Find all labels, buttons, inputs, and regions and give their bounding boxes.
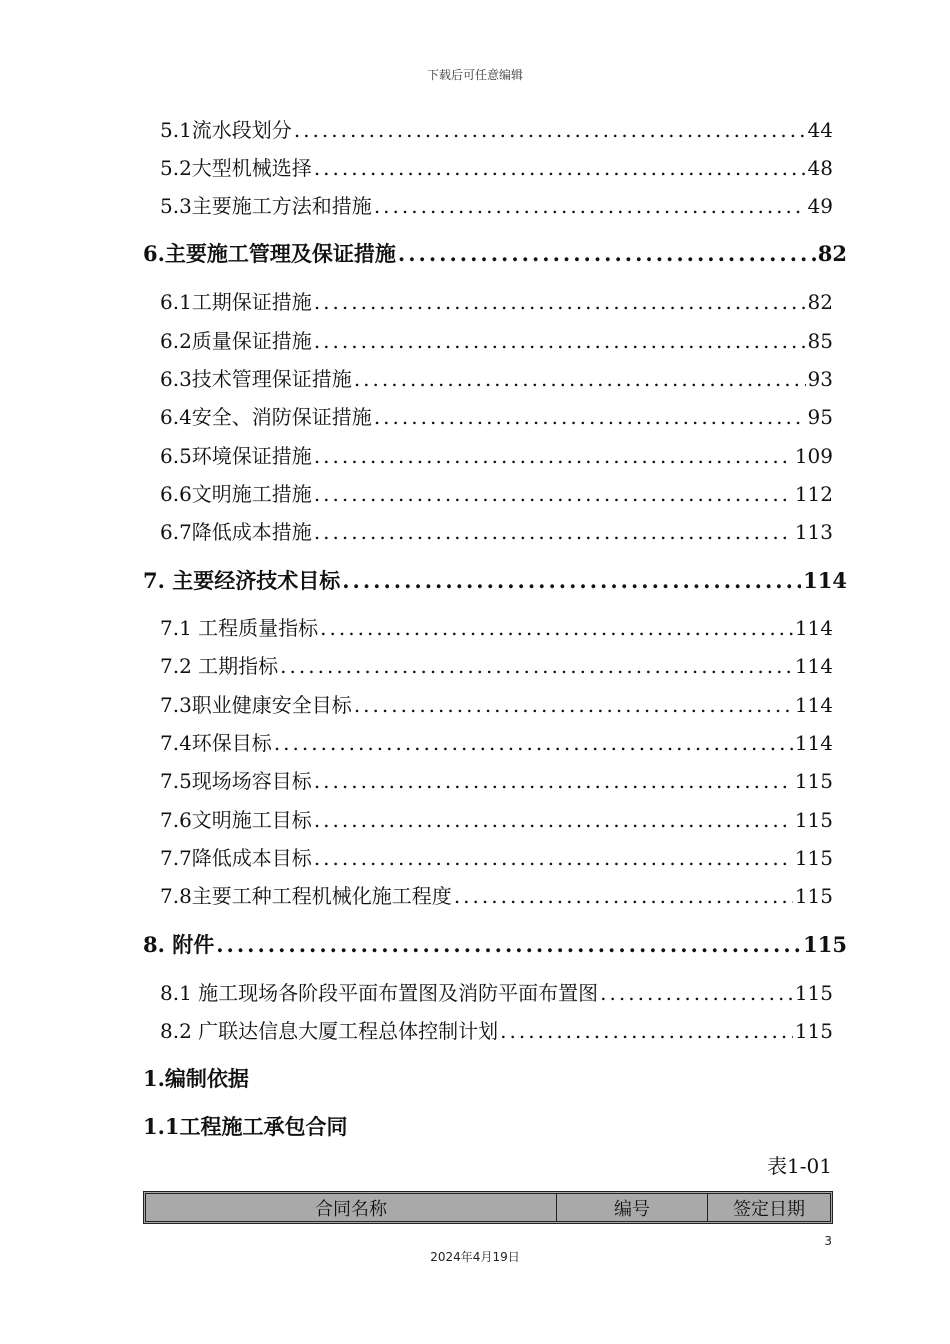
toc-leader-dots xyxy=(216,932,801,957)
toc-entry-title: 6.3技术管理保证措施 xyxy=(160,367,352,391)
toc-entry-page: 114 xyxy=(794,693,833,717)
toc-entry-page: 85 xyxy=(807,329,833,353)
toc-entry[interactable] xyxy=(160,1015,833,1044)
toc-leader-dots xyxy=(314,329,806,353)
subsection-heading: 1.1工程施工承包合同 xyxy=(143,1114,348,1139)
toc-entry-page: 44 xyxy=(807,118,833,142)
toc-leader-dots xyxy=(342,568,801,593)
toc-leader-dots xyxy=(314,482,793,506)
toc-leader-dots xyxy=(354,693,793,717)
toc-entry[interactable] xyxy=(160,363,833,392)
toc-entry[interactable] xyxy=(160,516,833,545)
toc-leader-dots xyxy=(374,194,806,218)
toc-entry-page: 115 xyxy=(794,769,833,793)
toc-entry-title: 7.7降低成本目标 xyxy=(160,846,312,870)
page-number: 3 xyxy=(824,1234,832,1248)
toc-entry-page: 115 xyxy=(794,846,833,870)
toc-entry-title: 7.4环保目标 xyxy=(160,731,272,755)
toc-entry-page: 114 xyxy=(803,568,847,593)
toc-entry[interactable] xyxy=(160,689,833,718)
toc-leader-dots xyxy=(314,846,793,870)
toc-entry-title: 6.5环境保证措施 xyxy=(160,444,312,468)
toc-entry-page: 114 xyxy=(794,731,833,755)
toc-entry[interactable] xyxy=(160,401,833,430)
toc-entry-page: 115 xyxy=(794,981,833,1005)
toc-entry[interactable] xyxy=(160,842,833,871)
toc-entry-title: 8. 附件 xyxy=(143,932,215,957)
toc-leader-dots xyxy=(314,808,793,832)
toc-entry-title: 6.7降低成本措施 xyxy=(160,520,312,544)
toc-leader-dots xyxy=(274,731,793,755)
toc-entry-title: 7.3职业健康安全目标 xyxy=(160,693,352,717)
toc-leader-dots xyxy=(454,884,793,908)
toc-entry[interactable] xyxy=(160,880,833,909)
section-heading: 1.编制依据 xyxy=(143,1066,249,1091)
toc-entry-page: 93 xyxy=(807,367,833,391)
toc-entry[interactable] xyxy=(160,727,833,756)
toc-leader-dots xyxy=(314,156,806,180)
toc-entry[interactable] xyxy=(160,765,833,794)
toc-entry-title: 6.主要施工管理及保证措施 xyxy=(143,241,396,266)
toc-entry-title: 7.6文明施工目标 xyxy=(160,808,312,832)
toc-entry-title: 7.5现场场容目标 xyxy=(160,769,312,793)
toc-entry-page: 114 xyxy=(794,654,833,678)
toc-entry-title: 7.8主要工种工程机械化施工程度 xyxy=(160,884,452,908)
toc-leader-dots xyxy=(600,981,793,1005)
toc-entry[interactable] xyxy=(160,190,833,219)
toc-entry[interactable] xyxy=(160,612,833,641)
toc-leader-dots xyxy=(314,444,793,468)
toc-entry-page: 114 xyxy=(794,616,833,640)
toc-entry[interactable] xyxy=(160,440,833,469)
toc-entry-page: 49 xyxy=(807,194,833,218)
toc-leader-dots xyxy=(398,241,816,266)
toc-entry[interactable] xyxy=(160,478,833,507)
toc-entry[interactable] xyxy=(160,286,833,315)
toc-chapter-entry[interactable] xyxy=(143,929,847,959)
toc-leader-dots xyxy=(500,1019,793,1043)
toc-leader-dots xyxy=(314,290,806,314)
toc-entry-title: 6.4安全、消防保证措施 xyxy=(160,405,372,429)
toc-entry-page: 115 xyxy=(803,932,847,957)
toc-entry[interactable] xyxy=(160,650,833,679)
toc-entry-title: 6.2质量保证措施 xyxy=(160,329,312,353)
toc-entry-title: 7.1 工程质量指标 xyxy=(160,616,319,640)
toc-entry-title: 8.1 施工现场各阶段平面布置图及消防平面布置图 xyxy=(160,981,599,1005)
column-header-contract-name: 合同名称 xyxy=(146,1194,557,1221)
toc-leader-dots xyxy=(294,118,806,142)
table-number: 表1-01 xyxy=(767,1154,832,1178)
toc-entry-page: 95 xyxy=(807,405,833,429)
toc-leader-dots xyxy=(374,405,806,429)
toc-entry-title: 5.3主要施工方法和措施 xyxy=(160,194,372,218)
toc-entry-page: 109 xyxy=(794,444,833,468)
page-footer-date: 2024年4月19日 xyxy=(430,1250,520,1264)
toc-entry-page: 115 xyxy=(794,1019,833,1043)
toc-entry-page: 113 xyxy=(794,520,833,544)
toc-entry-title: 5.1流水段划分 xyxy=(160,118,292,142)
toc-entry[interactable] xyxy=(160,977,833,1006)
toc-entry-title: 5.2大型机械选择 xyxy=(160,156,312,180)
toc-entry[interactable] xyxy=(160,804,833,833)
toc-leader-dots xyxy=(320,616,793,640)
contract-table-header xyxy=(143,1191,833,1224)
toc-entry[interactable] xyxy=(160,114,833,143)
toc-entry-title: 7.2 工期指标 xyxy=(160,654,279,678)
toc-entry-title: 8.2 广联达信息大厦工程总体控制计划 xyxy=(160,1019,499,1043)
toc-entry-page: 115 xyxy=(794,808,833,832)
toc-entry[interactable] xyxy=(160,152,833,181)
toc-leader-dots xyxy=(354,367,806,391)
toc-chapter-entry[interactable] xyxy=(143,238,847,268)
toc-entry-page: 112 xyxy=(794,482,833,506)
toc-entry[interactable] xyxy=(160,325,833,354)
toc-leader-dots xyxy=(280,654,793,678)
column-header-sign-date: 签定日期 xyxy=(708,1194,830,1221)
toc-entry-page: 115 xyxy=(794,884,833,908)
toc-leader-dots xyxy=(314,520,793,544)
toc-entry-page: 48 xyxy=(807,156,833,180)
toc-leader-dots xyxy=(314,769,793,793)
toc-entry-page: 82 xyxy=(807,290,833,314)
toc-entry-page: 82 xyxy=(817,241,847,266)
toc-entry-title: 6.1工期保证措施 xyxy=(160,290,312,314)
column-header-number: 编号 xyxy=(557,1194,708,1221)
toc-entry-title: 7. 主要经济技术目标 xyxy=(143,568,341,593)
page-header: 下载后可任意编辑 xyxy=(426,68,523,82)
toc-entry-title: 6.6文明施工措施 xyxy=(160,482,312,506)
toc-chapter-entry[interactable] xyxy=(143,565,847,595)
